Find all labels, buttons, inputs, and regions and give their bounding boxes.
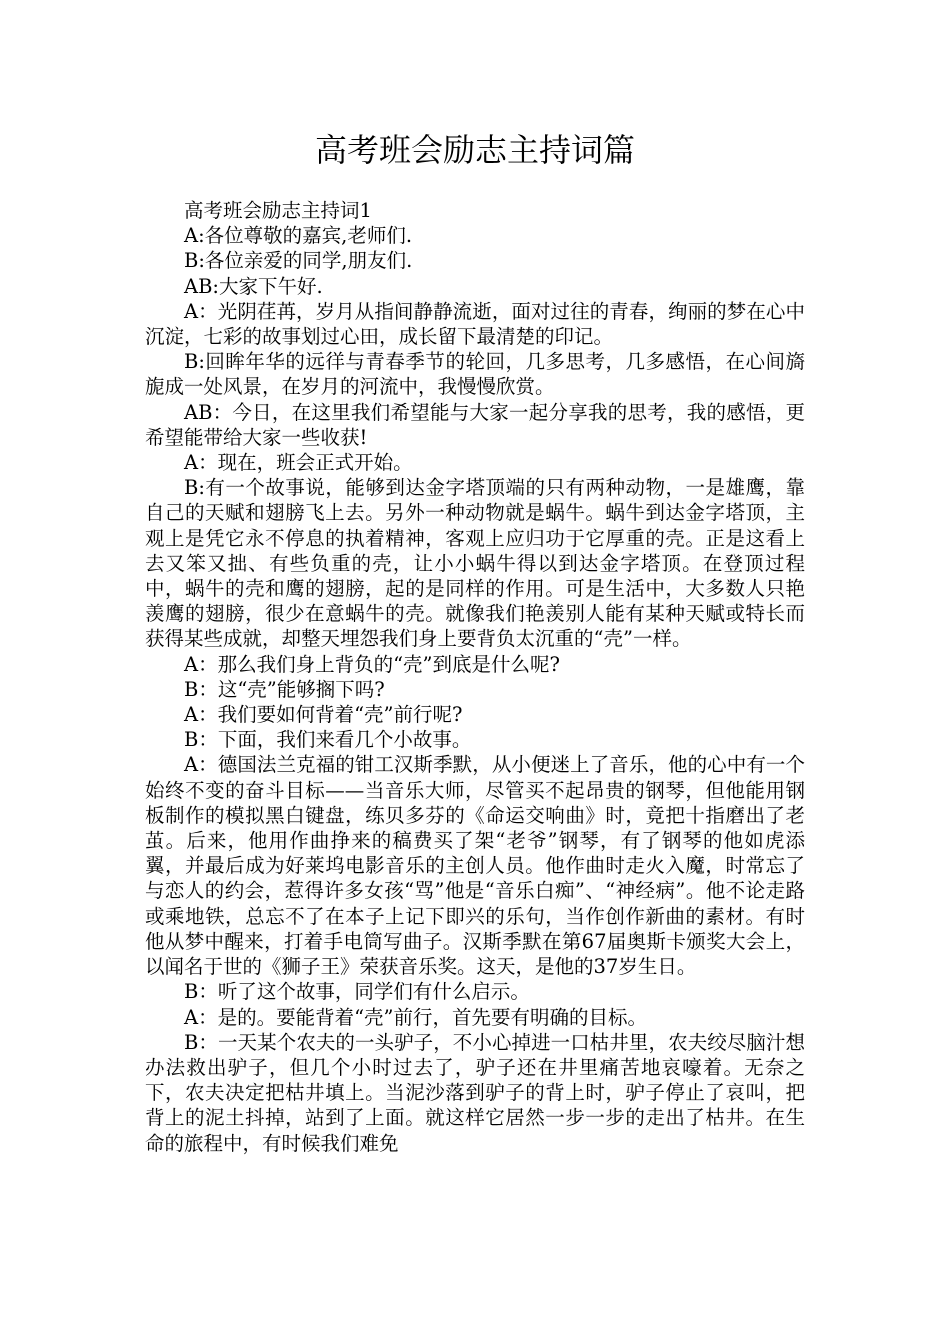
paragraph-13: B：下面，我们来看几个小故事。	[184, 728, 472, 752]
document-body	[145, 198, 805, 1156]
document-title: 高考班会励志主持词篇	[314, 131, 635, 169]
paragraph-10: A：那么我们身上背负的“壳”到底是什么呢?	[184, 652, 560, 676]
paragraph-3: B:各位亲爱的同学,朋友们.	[184, 249, 413, 273]
document-page	[145, 128, 805, 1156]
paragraph-9: B:有一个故事说，能够到达金字塔顶端的只有两种动物，一是雄鹰，靠自己的天赋和翅膀飞上去。另外一种动物就是蜗牛。蜗牛到达金字塔顶，主观上是凭它永不停息的执着精神，客观上应归功于它厚重的壳。正是这看上去又笨又拙、有些负重的壳，让小小蜗牛得以到达金字塔顶。在登顶过程中，蜗牛的壳和鹰的翅膀，起的是同样的作用。可是生活中，大多数人只艳羡鹰的翅膀，很少在意蜗牛的壳。就像我们艳羡别人能有某种天赋或特长而获得某些成就，却整天埋怨我们身上要背负太沉重的“壳”一样。	[145, 476, 805, 651]
paragraph-14: A：德国法兰克福的钳工汉斯季默，从小便迷上了音乐，他的心中有一个始终不变的奋斗目标——当音乐大师，尽管买不起昂贵的钢琴，但他能用钢板制作的模拟黑白键盘，练贝多芬的《命运交响曲》时，竟把十指磨出了老茧。后来，他用作曲挣来的稿费买了架“老爷”钢琴，有了钢琴的他如虎添翼，并最后成为好莱坞电影音乐的主创人员。他作曲时走火入魔，时常忘了与恋人的约会，惹得许多女孩“骂”他是“音乐白痴”、“神经病”。他不论走路或乘地铁，总忘不了在本子上记下即兴的乐句，当作创作新曲的素材。有时他从梦中醒来，打着手电筒写曲子。汉斯季默在第67届奥斯卡颁奖大会上，以闻名于世的《狮子王》荣获音乐奖。这天，是他的37岁生日。	[145, 753, 805, 979]
paragraph-8: A：现在，班会正式开始。	[184, 451, 413, 475]
paragraph-17: B：一天某个农夫的一头驴子，不小心掉进一口枯井里，农夫绞尽脑汁想办法救出驴子，但几个小时过去了，驴子还在井里痛苦地哀嚎着。无奈之下，农夫决定把枯井填上。当泥沙落到驴子的背上时，驴子停止了哀叫，把背上的泥土抖掉，站到了上面。就这样它居然一步一步的走出了枯井。在生命的旅程中，有时候我们难免	[145, 1030, 805, 1155]
paragraph-7: AB：今日，在这里我们希望能与大家一起分享我的思考，我的感悟，更希望能带给大家一些收获!	[145, 400, 805, 449]
paragraph-4: AB:大家下午好.	[184, 274, 323, 298]
paragraph-16: A：是的。要能背着“壳”前行，首先要有明确的目标。	[184, 1005, 648, 1029]
paragraph-6: B:回眸年华的远徉与青春季节的轮回，几多思考，几多感悟，在心间旖旎成一处风景，在岁月的河流中，我慢慢欣赏。	[145, 350, 805, 399]
paragraph-2: A:各位尊敬的嘉宾,老师们.	[184, 224, 413, 248]
paragraph-1: 高考班会励志主持词1	[184, 199, 372, 222]
paragraph-5: A：光阴荏苒，岁月从指间静静流逝，面对过往的青春，绚丽的梦在心中沉淀，七彩的故事划过心田，成长留下最清楚的印记。	[145, 299, 805, 349]
paragraph-11: B：这“壳”能够搁下吗?	[184, 677, 385, 701]
paragraph-15: B：听了这个故事，同学们有什么启示。	[184, 980, 530, 1004]
paragraph-12: A：我们要如何背着“壳”前行呢?	[184, 703, 463, 727]
